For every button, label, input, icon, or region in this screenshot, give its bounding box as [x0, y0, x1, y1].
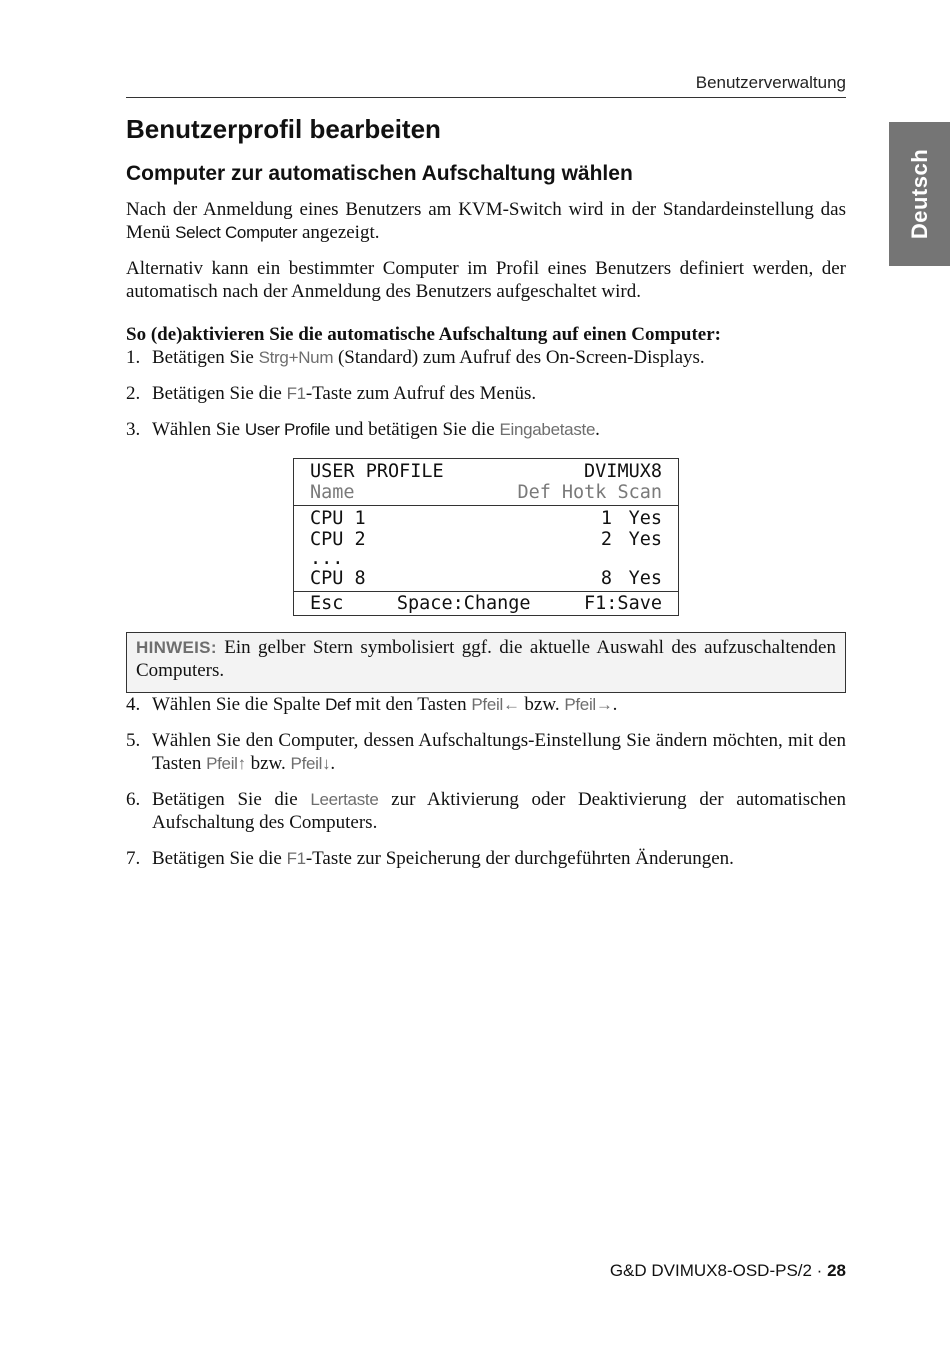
footer-product: G&D DVIMUX8-OSD-PS/2 · — [609, 1261, 828, 1280]
header-rule — [126, 97, 846, 98]
step-item: 3. Wählen Sie User Profile und betätigen Sie die Eingabetaste. — [126, 419, 600, 440]
steps-list-before — [126, 346, 846, 441]
osd-user-profile-screen — [293, 458, 679, 616]
menu-name-select-computer: Select Computer — [175, 223, 298, 242]
running-header: Benutzerverwaltung — [695, 73, 846, 92]
step-item: 2. Betätigen Sie die F1-Taste zum Aufruf des Menüs. — [126, 383, 537, 404]
osd-row-ellipsis: ... — [310, 548, 344, 569]
page-number: 28 — [827, 1261, 846, 1280]
language-tab-label: Deutsch — [906, 148, 932, 240]
key-f1: F1 — [286, 849, 306, 868]
osd-computer-list — [294, 506, 678, 592]
step-item: 6. Betätigen Sie die Leertaste zur Aktivierung oder Deaktivierung der automatischen Aufschaltung des Computers. — [126, 789, 846, 833]
step-item: 4. Wählen Sie die Spalte Def mit den Tasten Pfeil← bzw. Pfeil→. — [126, 694, 618, 715]
key-arrow-up: Pfeil↑ — [206, 754, 246, 773]
step-item: 1. Betätigen Sie Strg+Num (Standard) zum Aufruf des On-Screen-Displays. — [126, 347, 705, 368]
osd-header — [294, 459, 678, 506]
steps-list-after — [126, 693, 846, 870]
key-arrow-right: Pfeil→ — [564, 695, 613, 714]
osd-col-hotk: Hotk — [561, 482, 607, 503]
key-arrow-left: Pfeil← — [471, 695, 520, 714]
key-f1: F1 — [286, 384, 306, 403]
note-text: Ein gelber Stern symbolisiert ggf. die aktuelle Auswahl des aufzuschaltenden Computers. — [136, 637, 836, 681]
osd-title: USER PROFILE — [310, 461, 444, 482]
key-enter: Eingabetaste — [499, 420, 596, 439]
step-item: 5. Wählen Sie den Computer, dessen Aufschaltungs-Einstellung Sie ändern möchten, mit den Tasten Pfeil↑ bzw. Pfeil↓. — [126, 730, 846, 774]
osd-row: CPU 8 8 Yes — [310, 568, 662, 589]
language-tab — [889, 122, 950, 266]
page-title: Benutzerprofil bearbeiten — [126, 114, 441, 144]
intro-paragraph: Nach der Anmeldung eines Benutzers am KVM-Switch wird in der Standardeinstellung das Menü Select Computer angezeigt. — [126, 199, 846, 243]
osd-row: CPU 1 1 Yes — [310, 508, 662, 529]
step-item: 7. Betätigen Sie die F1-Taste zur Speicherung der durchgeführten Änderungen. — [126, 848, 734, 869]
key-strg-num: Strg+Num — [258, 348, 334, 367]
osd-footer — [294, 592, 678, 615]
instruction-heading: So (de)aktivieren Sie die automatische Aufschaltung auf einen Computer: — [126, 324, 721, 345]
key-arrow-down: Pfeil↓ — [290, 754, 331, 773]
key-space: Leertaste — [310, 790, 379, 809]
section-title: Computer zur automatischen Aufschaltung wählen — [126, 162, 633, 185]
alternative-paragraph: Alternativ kann ein bestimmter Computer im Profil eines Benutzers definiert werden, der automatisch nach der Anmeldung des Benutzers aufgeschaltet wird. — [126, 258, 846, 302]
note-box — [126, 632, 846, 693]
page-footer — [610, 1261, 846, 1281]
osd-footer-save: F1:Save — [584, 593, 662, 614]
menu-name-def: Def — [325, 695, 351, 714]
osd-column-headers — [310, 482, 662, 503]
osd-footer-change: Space:Change — [396, 593, 531, 614]
osd-device-name: DVIMUX8 — [584, 461, 662, 482]
osd-row: CPU 2 2 Yes — [310, 529, 662, 550]
osd-col-scan: Scan — [617, 482, 662, 503]
menu-name-user-profile: User Profile — [244, 420, 331, 439]
page-content — [126, 112, 846, 870]
osd-col-def: Def — [517, 482, 551, 503]
osd-footer-esc: Esc — [310, 593, 344, 614]
note-label: HINWEIS: — [136, 638, 217, 657]
osd-col-name: Name — [310, 482, 355, 503]
